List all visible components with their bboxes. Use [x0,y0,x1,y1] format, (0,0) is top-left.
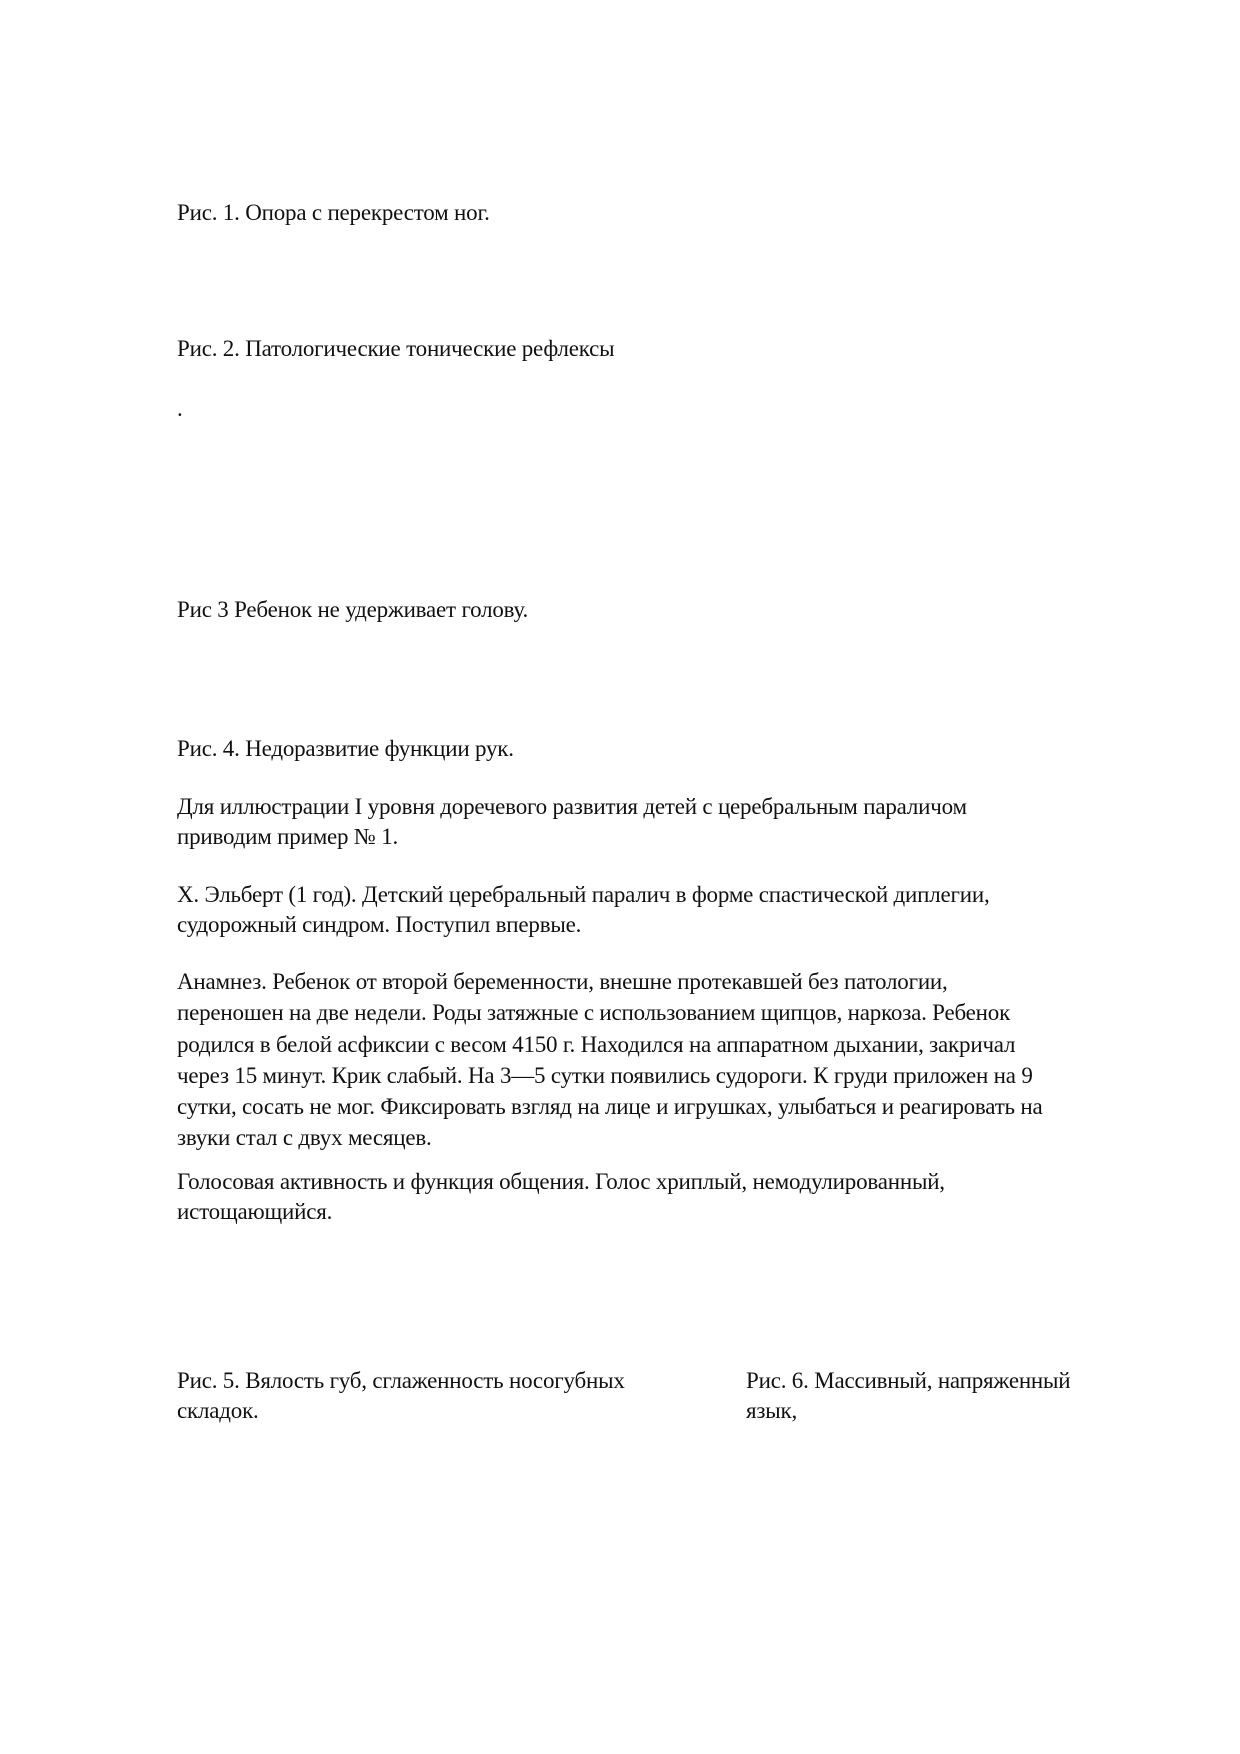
text-line: переношен на две недели. Роды затяжные с использованием щипцов, наркоза. Ребенок [177,1000,1011,1026]
text-line: через 15 минут. Крик слабый. На 3—5 сутки появились судороги. К груди приложен на 9 [177,1062,1033,1088]
text-line: сутки, сосать не мог. Фиксировать взгляд на лице и игрушках, улыбаться и реагировать на [177,1094,1043,1120]
text-line: Голосовая активность и функция общения. Голос хриплый, немодулированный, [177,1169,945,1194]
figure-1-caption: Рис. 1. Опора с перекрестом ног. [177,200,490,225]
text-line: судорожный синдром. Поступил впервые. [177,912,582,937]
text-line: истощающийся. [177,1199,333,1224]
text-line: Для иллюстрации I уровня доречевого развития детей с церебральным параличом [177,794,967,819]
figure-3-caption: Рис 3 Ребенок не удерживает голову. [177,597,529,622]
figure-2-caption: Рис. 2. Патологические тонические рефлексы [177,336,615,361]
figure-4-caption: Рис. 4. Недоразвитие функции рук. [177,736,514,761]
stray-dot: . [177,396,183,421]
text-line: Анамнез. Ребенок от второй беременности, внешне протекавшей без патологии, [177,969,948,994]
intro-paragraph [177,792,967,852]
text-line: язык, [746,1398,798,1423]
anamnesis-paragraph [177,966,1043,1154]
text-line: родился в белой асфиксии с весом 4150 г. Находился на аппаратном дыхании, закричал [177,1031,1016,1057]
text-line: Рис. 5. Вялость губ, сглаженность носогубных [177,1368,625,1393]
text-line: Х. Эльберт (1 год). Детский церебральный паралич в форме спастической диплегии, [177,882,990,907]
patient-paragraph [177,880,990,940]
figure-6-caption [746,1366,1070,1426]
text-line: складок. [177,1398,259,1423]
text-line: Рис. 6. Массивный, напряженный [746,1368,1071,1393]
text-line: приводим пример № 1. [177,824,399,849]
voice-paragraph [177,1167,945,1227]
text-line: звуки стал с двух месяцев. [177,1125,432,1151]
figure-5-caption [177,1366,625,1426]
